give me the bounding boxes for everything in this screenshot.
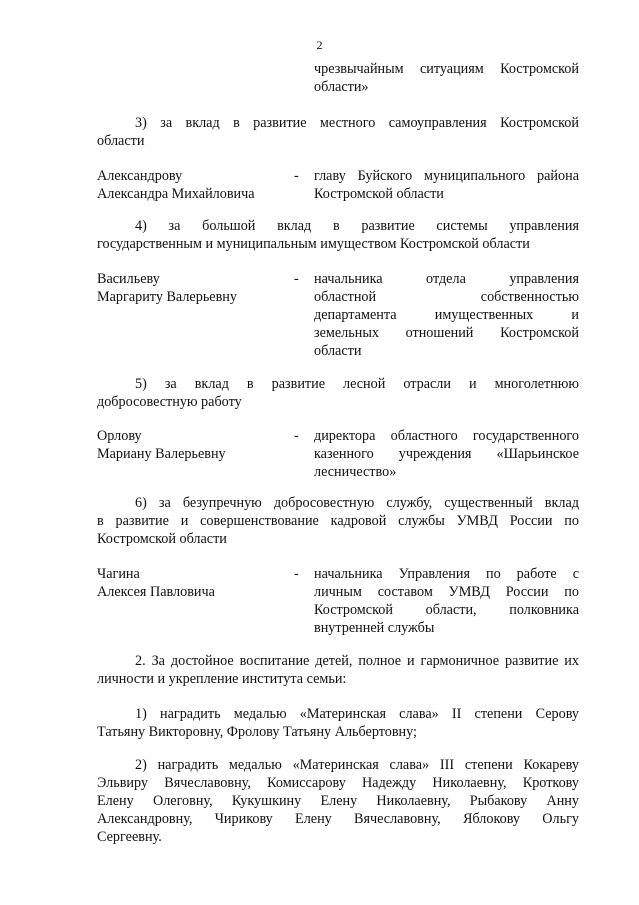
person-name: Васильеву Маргариту Валерьевну — [97, 271, 237, 305]
dash-separator: - — [294, 271, 299, 287]
person-name: Орлову Мариану Валерьевну — [97, 428, 226, 462]
award-paragraph-1: 1) наградить медалью «Материнская слава» II степени Серову Татьяну Викторовну, Фролову Татьяну Альбертовну; — [97, 706, 579, 740]
person-position: начальника отдела управления областной собственностью департамента имущественных и земельных отношений Костромской области — [314, 271, 579, 359]
page-number: 2 — [316, 38, 323, 52]
dash-separator: - — [294, 566, 299, 582]
person-position: начальника Управления по работе с личным составом УМВД России по Костромской области, полковника внутренней службы — [314, 566, 579, 636]
continuation-text: чрезвычайным ситуациям Костромской области» — [314, 61, 579, 95]
section-2-intro: 2. За достойное воспитание детей, полное и гармоничное развитие их личности и укрепление института семьи: — [97, 653, 579, 687]
person-name: Александрову Александра Михайловича — [97, 168, 255, 202]
person-position: главу Буйского муниципального района Костромской области — [314, 168, 579, 202]
person-name: Чагина Алексея Павловича — [97, 566, 215, 600]
award-paragraph-2: 2) наградить медалью «Материнская слава» III степени Кокареву Эльвиру Вячеславовну, Комиссарову Надежду Николаевну, Кроткову Елену Олеговну, Кукушкину Елену Николаевну, Рыбакову Анну Александровну, Чирикову Елену Вячеславовну, Яблокову Ольгу Сергеевну. — [97, 757, 579, 845]
dash-separator: - — [294, 168, 299, 184]
item-6-heading: 6) за безупречную добросовестную службу, существенный вклад в развитие и совершенствование кадровой службы УМВД России по Костромской области — [97, 495, 579, 547]
dash-separator: - — [294, 428, 299, 444]
item-5-heading: 5) за вклад в развитие лесной отрасли и многолетнюю добросовестную работу — [97, 376, 579, 410]
person-position: директора областного государственного казенного учреждения «Шарьинское лесничество» — [314, 428, 579, 480]
item-4-heading: 4) за большой вклад в развитие системы управления государственным и муниципальным имуществом Костромской области — [97, 218, 579, 252]
item-3-heading: 3) за вклад в развитие местного самоуправления Костромской области — [97, 115, 579, 149]
